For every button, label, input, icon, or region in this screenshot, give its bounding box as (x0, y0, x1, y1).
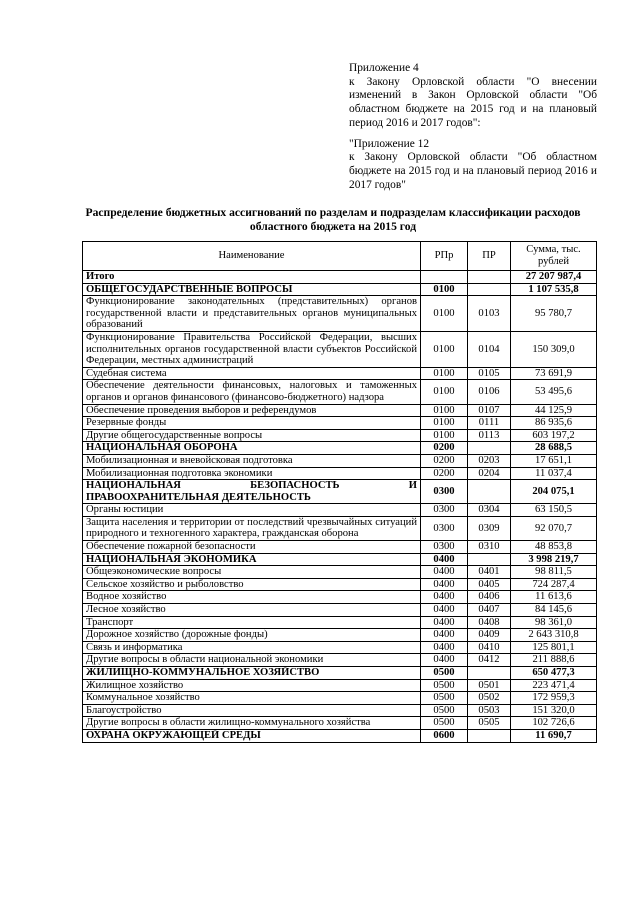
row-rpr: 0200 (421, 467, 468, 480)
row-pr: 0410 (468, 641, 511, 654)
table-row (83, 271, 597, 284)
row-pr: 0304 (468, 504, 511, 517)
row-rpr: 0500 (421, 667, 468, 680)
annex-header (349, 62, 597, 192)
row-pr: 0204 (468, 467, 511, 480)
row-sum: 53 495,6 (511, 380, 597, 404)
row-name: Обеспечение пожарной безопасности (83, 541, 421, 554)
row-sum: 1 107 535,8 (511, 283, 597, 296)
row-pr (468, 667, 511, 680)
row-name: Резервные фонды (83, 417, 421, 430)
table-row (83, 591, 597, 604)
annex-text: к Закону Орловской области "О внесении изменений в Закон Орловской области "Об областном бюджете на 2015 год и на плановый период 2016 и 2017 годов": (349, 75, 597, 129)
row-sum: 150 309,0 (511, 331, 597, 367)
row-sum: 28 688,5 (511, 442, 597, 455)
row-pr: 0113 (468, 429, 511, 442)
row-rpr: 0300 (421, 541, 468, 554)
row-rpr: 0100 (421, 296, 468, 332)
row-rpr: 0100 (421, 429, 468, 442)
table-row (83, 717, 597, 730)
row-sum: 3 998 219,7 (511, 553, 597, 566)
row-pr: 0503 (468, 704, 511, 717)
row-rpr: 0400 (421, 629, 468, 642)
row-sum: 204 075,1 (511, 480, 597, 504)
table-body (83, 271, 597, 743)
row-name: Обеспечение проведения выборов и референдумов (83, 404, 421, 417)
row-name: Итого (83, 271, 421, 284)
row-rpr: 0500 (421, 679, 468, 692)
row-rpr: 0400 (421, 616, 468, 629)
row-name: НАЦИОНАЛЬНАЯ ЭКОНОМИКА (83, 553, 421, 566)
row-pr: 0406 (468, 591, 511, 604)
row-name: ОХРАНА ОКРУЖАЮЩЕЙ СРЕДЫ (83, 729, 421, 742)
row-pr (468, 729, 511, 742)
row-rpr: 0400 (421, 654, 468, 667)
table-row (83, 667, 597, 680)
row-name: Сельское хозяйство и рыболовство (83, 578, 421, 591)
row-pr: 0401 (468, 566, 511, 579)
table-row (83, 367, 597, 380)
row-pr: 0502 (468, 692, 511, 705)
row-name: Судебная система (83, 367, 421, 380)
table-row (83, 704, 597, 717)
row-name: Дорожное хозяйство (дорожные фонды) (83, 629, 421, 642)
header-rpr: РПр (421, 242, 468, 271)
row-sum: 84 145,6 (511, 604, 597, 617)
row-rpr: 0500 (421, 717, 468, 730)
row-sum: 650 477,3 (511, 667, 597, 680)
table-row (83, 467, 597, 480)
row-name: Лесное хозяйство (83, 604, 421, 617)
row-name: Общеэкономические вопросы (83, 566, 421, 579)
table-row (83, 380, 597, 404)
row-pr (468, 283, 511, 296)
row-pr: 0105 (468, 367, 511, 380)
table-row (83, 566, 597, 579)
row-rpr: 0100 (421, 417, 468, 430)
row-rpr: 0200 (421, 454, 468, 467)
row-name: Функционирование Правительства Российской Федерации, высших исполнительных органов государственной власти субъектов Российской Федерации, местных администраций (83, 331, 421, 367)
row-sum: 102 726,6 (511, 717, 597, 730)
row-pr (468, 553, 511, 566)
row-sum: 98 361,0 (511, 616, 597, 629)
row-pr: 0309 (468, 516, 511, 540)
document-title: Распределение бюджетных ассигнований по разделам и подразделам классификации расходов областного бюджета на 2015 год (85, 206, 581, 233)
row-name: Защита населения и территории от последствий чрезвычайных ситуаций природного и техногенного характера, гражданская оборона (83, 516, 421, 540)
table-row (83, 616, 597, 629)
row-sum: 92 070,7 (511, 516, 597, 540)
header-sum: Сумма, тыс. рублей (511, 242, 597, 271)
table-row (83, 404, 597, 417)
row-name: Мобилизационная подготовка экономики (83, 467, 421, 480)
row-sum: 125 801,1 (511, 641, 597, 654)
row-sum: 44 125,9 (511, 404, 597, 417)
sub-annex-text: к Закону Орловской области "Об областном бюджете на 2015 год и на плановый период 2016 и 2017 годов" (349, 151, 597, 191)
row-pr: 0104 (468, 331, 511, 367)
row-rpr: 0500 (421, 692, 468, 705)
row-pr: 0107 (468, 404, 511, 417)
row-rpr (421, 271, 468, 284)
row-pr: 0203 (468, 454, 511, 467)
row-sum: 86 935,6 (511, 417, 597, 430)
row-name: ОБЩЕГОСУДАРСТВЕННЫЕ ВОПРОСЫ (83, 283, 421, 296)
row-rpr: 0600 (421, 729, 468, 742)
row-rpr: 0400 (421, 566, 468, 579)
row-pr: 0111 (468, 417, 511, 430)
row-name: Транспорт (83, 616, 421, 629)
row-rpr: 0300 (421, 504, 468, 517)
row-sum: 27 207 987,4 (511, 271, 597, 284)
row-sum: 63 150,5 (511, 504, 597, 517)
row-name: Органы юстиции (83, 504, 421, 517)
row-rpr: 0100 (421, 283, 468, 296)
row-name: ЖИЛИЩНО-КОММУНАЛЬНОЕ ХОЗЯЙСТВО (83, 667, 421, 680)
table-row (83, 553, 597, 566)
row-pr (468, 271, 511, 284)
row-sum: 48 853,8 (511, 541, 597, 554)
row-rpr: 0100 (421, 404, 468, 417)
row-name: НАЦИОНАЛЬНАЯ БЕЗОПАСНОСТЬ И ПРАВООХРАНИТЕЛЬНАЯ ДЕЯТЕЛЬНОСТЬ (83, 480, 421, 504)
row-pr: 0412 (468, 654, 511, 667)
row-name: Функционирование законодательных (представительных) органов государственной власти и представительных органов муниципальных образований (83, 296, 421, 332)
table-row (83, 331, 597, 367)
row-name: Обеспечение деятельности финансовых, налоговых и таможенных органов и органов финансового (финансово-бюджетного) надзора (83, 380, 421, 404)
table-row (83, 541, 597, 554)
table-row (83, 516, 597, 540)
row-sum: 95 780,7 (511, 296, 597, 332)
row-sum: 724 287,4 (511, 578, 597, 591)
row-rpr: 0300 (421, 480, 468, 504)
row-name: Другие вопросы в области национальной экономики (83, 654, 421, 667)
row-sum: 151 320,0 (511, 704, 597, 717)
row-pr (468, 442, 511, 455)
row-sum: 98 811,5 (511, 566, 597, 579)
annex-block (349, 62, 597, 131)
row-sum: 11 037,4 (511, 467, 597, 480)
table-row (83, 692, 597, 705)
row-name: Другие вопросы в области жилищно-коммунального хозяйства (83, 717, 421, 730)
table-row (83, 604, 597, 617)
table-row (83, 454, 597, 467)
row-name: Другие общегосударственные вопросы (83, 429, 421, 442)
row-pr: 0310 (468, 541, 511, 554)
row-rpr: 0300 (421, 516, 468, 540)
row-name: Мобилизационная и вневойсковая подготовка (83, 454, 421, 467)
row-name: Коммунальное хозяйство (83, 692, 421, 705)
table-row (83, 480, 597, 504)
table-row (83, 442, 597, 455)
row-sum: 73 691,9 (511, 367, 597, 380)
row-sum: 17 651,1 (511, 454, 597, 467)
table-row (83, 283, 597, 296)
row-sum: 603 197,2 (511, 429, 597, 442)
row-rpr: 0400 (421, 641, 468, 654)
row-pr: 0505 (468, 717, 511, 730)
row-pr: 0408 (468, 616, 511, 629)
row-pr: 0103 (468, 296, 511, 332)
row-sum: 223 471,4 (511, 679, 597, 692)
table-row (83, 429, 597, 442)
row-rpr: 0400 (421, 553, 468, 566)
row-sum: 2 643 310,8 (511, 629, 597, 642)
row-pr: 0106 (468, 380, 511, 404)
table-row (83, 654, 597, 667)
table-row (83, 417, 597, 430)
row-rpr: 0100 (421, 380, 468, 404)
table-row (83, 679, 597, 692)
table-row (83, 504, 597, 517)
row-sum: 11 613,6 (511, 591, 597, 604)
table-row (83, 629, 597, 642)
row-pr: 0501 (468, 679, 511, 692)
row-name: Водное хозяйство (83, 591, 421, 604)
table-row (83, 641, 597, 654)
row-pr: 0405 (468, 578, 511, 591)
sub-annex-block (349, 138, 597, 193)
header-pr: ПР (468, 242, 511, 271)
sub-annex-title: "Приложение 12 (349, 137, 430, 150)
table-row (83, 578, 597, 591)
budget-table (82, 241, 597, 743)
row-sum: 11 690,7 (511, 729, 597, 742)
table-row (83, 729, 597, 742)
row-name: Связь и информатика (83, 641, 421, 654)
annex-title: Приложение 4 (349, 62, 419, 74)
row-rpr: 0400 (421, 604, 468, 617)
row-rpr: 0100 (421, 367, 468, 380)
row-rpr: 0400 (421, 591, 468, 604)
row-rpr: 0400 (421, 578, 468, 591)
table-row (83, 296, 597, 332)
row-sum: 211 888,6 (511, 654, 597, 667)
row-sum: 172 959,3 (511, 692, 597, 705)
header-name: Наименование (83, 242, 421, 271)
row-name: НАЦИОНАЛЬНАЯ ОБОРОНА (83, 442, 421, 455)
row-name: Благоустройство (83, 704, 421, 717)
row-rpr: 0100 (421, 331, 468, 367)
table-header-row (83, 242, 597, 271)
row-pr (468, 480, 511, 504)
row-pr: 0409 (468, 629, 511, 642)
row-name: Жилищное хозяйство (83, 679, 421, 692)
row-rpr: 0200 (421, 442, 468, 455)
row-rpr: 0500 (421, 704, 468, 717)
row-pr: 0407 (468, 604, 511, 617)
